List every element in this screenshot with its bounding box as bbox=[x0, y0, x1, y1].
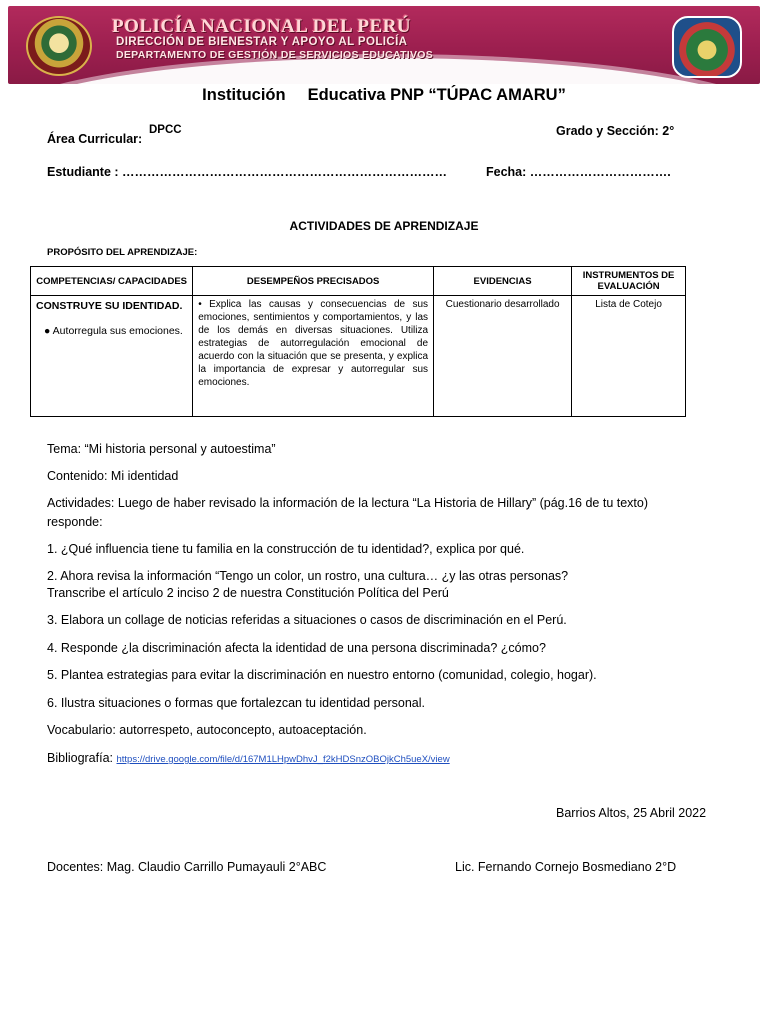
estudiante-field: Estudiante : …………………………………………………………………… bbox=[47, 165, 448, 179]
section-title: ACTIVIDADES DE APRENDIZAJE bbox=[289, 219, 479, 233]
school-crest-icon bbox=[672, 16, 742, 78]
question-5: 5. Plantea estrategias para evitar la discriminación en nuestro entorno (comunidad, colegio, hogar). bbox=[47, 668, 597, 682]
proposito-label: PROPÓSITO DEL APRENDIZAJE: bbox=[47, 247, 198, 258]
header-competencias: COMPETENCIAS/ CAPACIDADES bbox=[31, 267, 193, 296]
banner-line-3: DEPARTAMENTO DE GESTIÓN DE SERVICIOS EDUCATIVOS bbox=[116, 49, 434, 61]
banner-line-1: POLICÍA NACIONAL DEL PERÚ bbox=[112, 16, 412, 37]
pnp-emblem-icon bbox=[26, 16, 92, 76]
competencia-text: CONSTRUYE SU IDENTIDAD. bbox=[36, 300, 183, 312]
header-evidencias: EVIDENCIAS bbox=[434, 267, 572, 296]
question-2-line-1: 2. Ahora revisa la información “Tengo un color, un rostro, una cultura… ¿y las otras personas? bbox=[47, 569, 569, 583]
table-header-row bbox=[31, 267, 686, 296]
tema: Tema: “Mi historia personal y autoestima” bbox=[47, 442, 276, 456]
title-part-2: Educativa PNP “TÚPAC AMARU” bbox=[307, 86, 566, 104]
area-value: DPCC bbox=[149, 124, 182, 136]
actividades-line-1: Actividades: Luego de haber revisado la información de la lectura “La Historia de Hillary” (pág.16 de tu texto) bbox=[47, 496, 649, 510]
table-row bbox=[31, 296, 686, 417]
question-3: 3. Elabora un collage de noticias referidas a situaciones o casos de discriminación en el Perú. bbox=[47, 613, 567, 627]
capacidad-text: ● Autorregula sus emociones. bbox=[44, 325, 183, 337]
cell-evidencia: Cuestionario desarrollado bbox=[434, 296, 572, 417]
cell-competencia bbox=[31, 296, 193, 417]
docentes: Docentes: Mag. Claudio Carrillo Pumayauli 2°ABC bbox=[47, 860, 327, 874]
docente-2: Lic. Fernando Cornejo Bosmediano 2°D bbox=[455, 860, 677, 874]
grado-seccion: Grado y Sección: 2° bbox=[556, 124, 675, 138]
banner-line-2: DIRECCIÓN DE BIENESTAR Y APOYO AL POLICÍA bbox=[116, 36, 408, 48]
question-4: 4. Responde ¿la discriminación afecta la identidad de una persona discriminada? ¿cómo? bbox=[47, 641, 546, 655]
title-part-1: Institución bbox=[202, 86, 286, 104]
competencias-table bbox=[30, 266, 686, 417]
area-label: Área Curricular: bbox=[47, 132, 143, 146]
contenido: Contenido: Mi identidad bbox=[47, 469, 179, 483]
fecha-field: Fecha: ……………………………. bbox=[486, 165, 671, 179]
question-2-line-2: Transcribe el artículo 2 inciso 2 de nuestra Constitución Política del Perú bbox=[47, 586, 449, 600]
cell-desempeno: • Explica las causas y consecuencias de sus emociones, sentimientos y comportamientos, y las de los demás en diversas situaciones. Utiliza estrategias de autorregulación emocional de acuerdo con la situación que se presenta, y explica la importancia de expresar y autorregular sus emociones. bbox=[193, 296, 434, 417]
question-1: 1. ¿Qué influencia tiene tu familia en la construcción de tu identidad?, explica por qué. bbox=[47, 542, 525, 556]
cell-instrumento: Lista de Cotejo bbox=[572, 296, 686, 417]
actividades-line-2: responde: bbox=[47, 515, 103, 529]
header-desempenos: DESEMPEÑOS PRECISADOS bbox=[193, 267, 434, 296]
bibliografia-link[interactable]: https://drive.google.com/file/d/167M1LHpwDhvJ_f2kHDSnzOBOjkCh5ueX/view bbox=[116, 754, 450, 765]
vocabulario: Vocabulario: autorrespeto, autoconcepto, autoaceptación. bbox=[47, 723, 367, 737]
document-title bbox=[0, 86, 768, 105]
lugar-fecha: Barrios Altos, 25 Abril 2022 bbox=[556, 806, 707, 820]
bibliografia bbox=[47, 751, 450, 765]
header-instrumentos: INSTRUMENTOS DE EVALUACIÓN bbox=[572, 267, 686, 296]
question-6: 6. Ilustra situaciones o formas que fortalezcan tu identidad personal. bbox=[47, 696, 425, 710]
header-banner bbox=[8, 6, 760, 84]
bibliografia-label: Bibliografía: bbox=[47, 751, 114, 765]
